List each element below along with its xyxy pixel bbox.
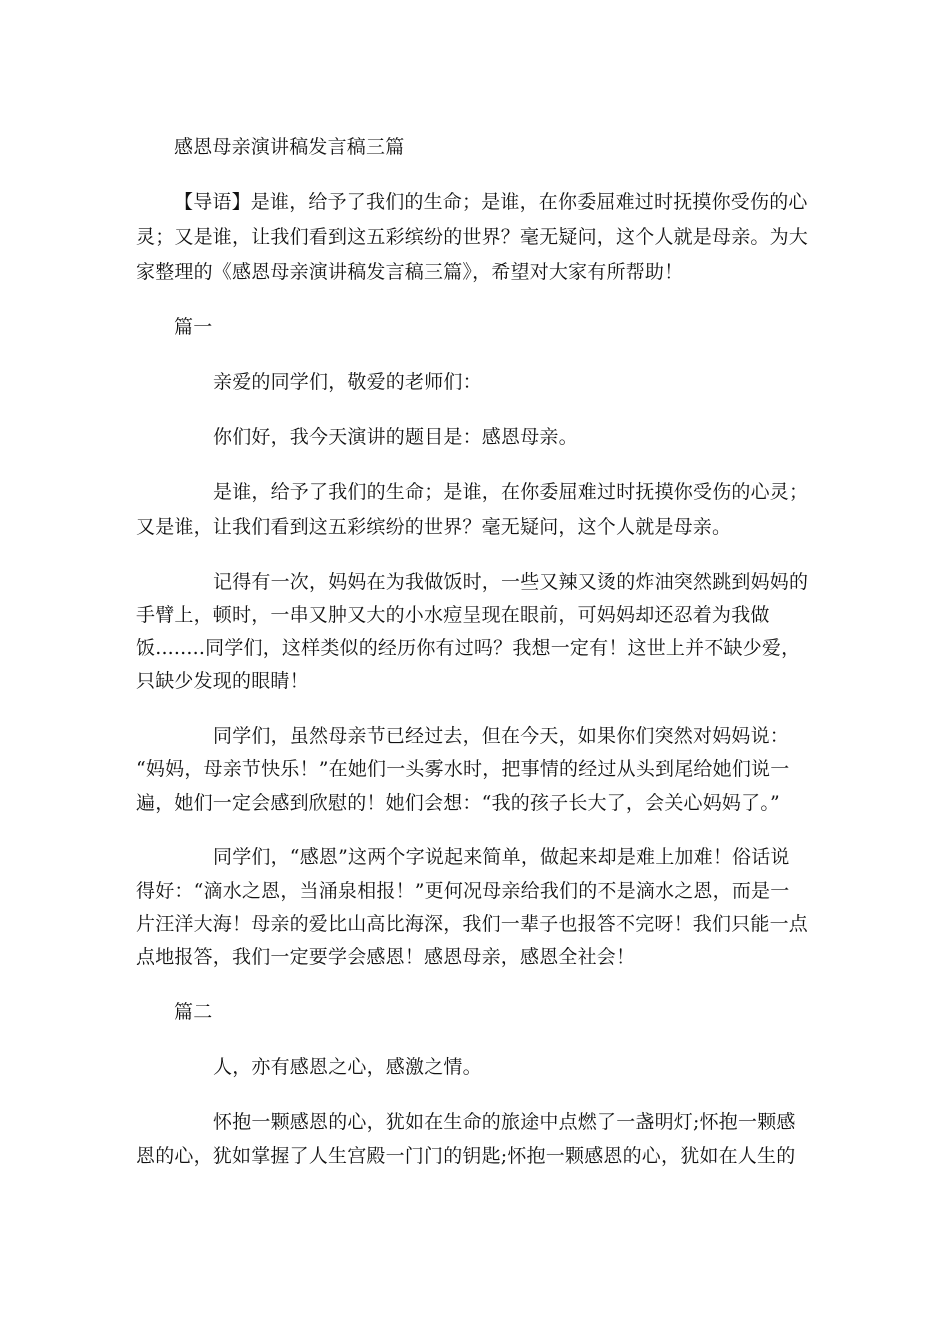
paragraph-line: 恩的心，犹如掌握了人生宫殿一门门的钥匙;怀抱一颗感恩的心，犹如在人生的: [136, 1145, 796, 1167]
section-heading-2: 篇二: [174, 1001, 213, 1023]
paragraph-line: 片汪洋大海！母亲的爱比山高比海深，我们一辈子也报答不完呀！我们只能一点: [136, 913, 809, 935]
intro-line: 家整理的《感恩母亲演讲稿发言稿三篇》，希望对大家有所帮助！: [136, 261, 684, 283]
intro-line: 【导语】是谁，给予了我们的生命；是谁，在你委屈难过时抚摸你受伤的心: [174, 191, 808, 213]
paragraph-line: “妈妈，母亲节快乐！”在她们一头雾水时，把事情的经过从头到尾给她们说一: [136, 758, 790, 780]
paragraph-line: 是谁，给予了我们的生命；是谁，在你委屈难过时抚摸你受伤的心灵；: [213, 481, 809, 503]
section2-paragraph-1: 人，亦有感恩之心，感激之情。: [213, 1056, 482, 1078]
intro-line: 灵；又是谁，让我们看到这五彩缤纷的世界？毫无疑问，这个人就是母亲。为大: [136, 226, 809, 248]
document-title: 感恩母亲演讲稿发言稿三篇: [174, 136, 405, 158]
paragraph-line: 又是谁，让我们看到这五彩缤纷的世界？毫无疑问，这个人就是母亲。: [136, 516, 732, 538]
paragraph-line: 怀抱一颗感恩的心，犹如在生命的旅途中点燃了一盏明灯;怀抱一颗感: [213, 1111, 796, 1133]
opening-line: 你们好，我今天演讲的题目是：感恩母亲。: [213, 426, 578, 448]
salutation: 亲爱的同学们，敬爱的老师们：: [213, 371, 482, 393]
paragraph-line: 同学们，虽然母亲节已经过去，但在今天，如果你们突然对妈妈说：: [213, 725, 790, 747]
paragraph-line: 饭........同学们，这样类似的经历你有过吗？我想一定有！这世上并不缺少爱，: [136, 637, 801, 659]
paragraph-line: 点地报答，我们一定要学会感恩！感恩母亲，感恩全社会！: [136, 946, 636, 968]
paragraph-line: 手臂上，顿时，一串又肿又大的小水痘呈现在眼前，可妈妈却还忍着为我做: [136, 604, 770, 626]
paragraph-line: 同学们，“感恩”这两个字说起来简单，做起来却是难上加难！俗话说: [213, 846, 790, 868]
paragraph-line: 遍，她们一定会感到欣慰的！她们会想：“我的孩子长大了，会关心妈妈了。”: [136, 792, 780, 814]
section-heading-1: 篇一: [174, 316, 213, 338]
paragraph-line: 记得有一次，妈妈在为我做饭时，一些又辣又烫的炸油突然跳到妈妈的: [213, 571, 809, 593]
paragraph-line: 得好：“滴水之恩，当涌泉相报！”更何况母亲给我们的不是滴水之恩，而是一: [136, 880, 790, 902]
paragraph-line: 只缺少发现的眼睛！: [136, 670, 309, 692]
